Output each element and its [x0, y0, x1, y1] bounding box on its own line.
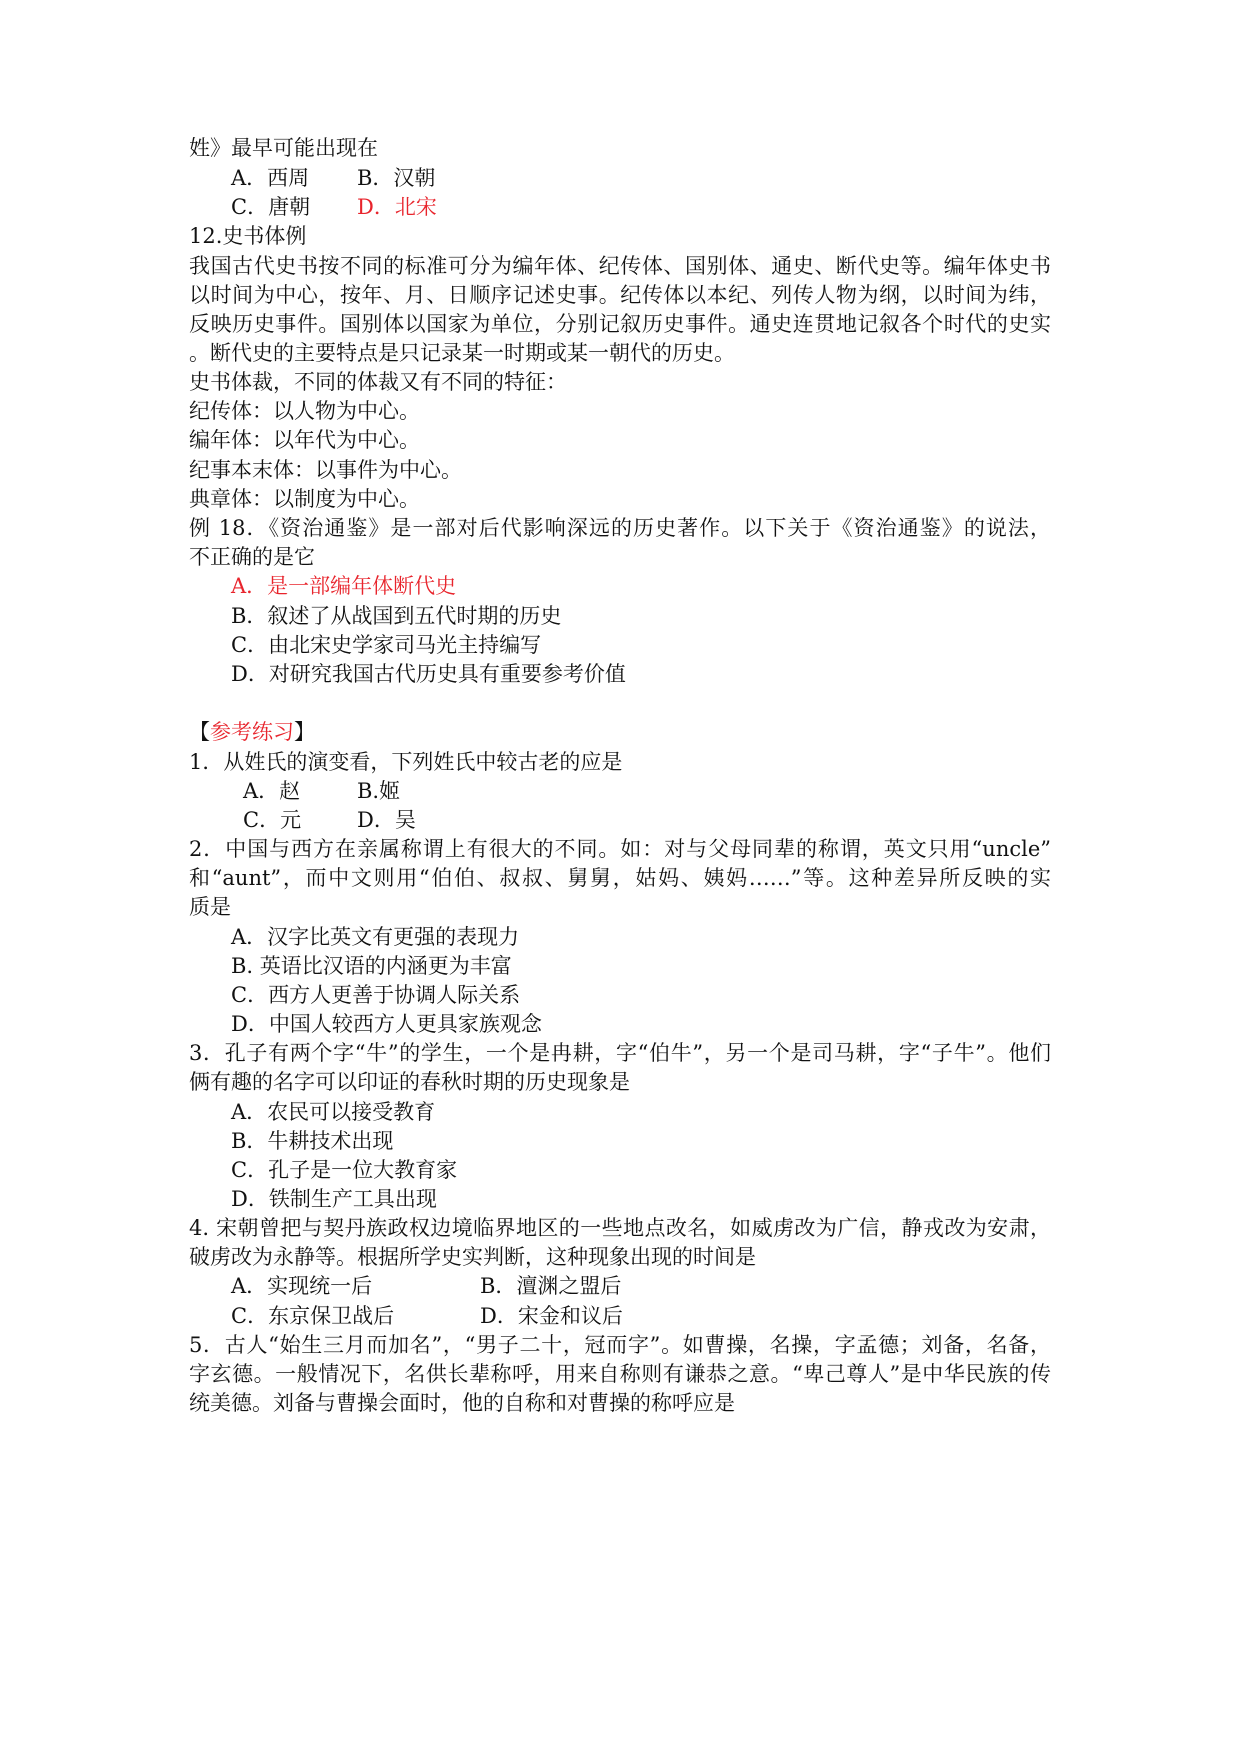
q1-options-row1: [243, 778, 401, 804]
q4-options-row2: [231, 1303, 623, 1329]
q11-option-a: A．西周: [231, 166, 310, 190]
example-18-stem-line-2: 不正确的是它: [189, 545, 315, 569]
q1-option-a: A．赵: [243, 779, 301, 803]
q3-option-a: A．农民可以接受教育: [231, 1100, 436, 1124]
q5-stem-line-3: 统美德。刘备与曹操会面时，他的自称和对曹操的称呼应是: [189, 1391, 735, 1415]
genre-intro: 史书体裁，不同的体裁又有不同的特征：: [189, 370, 567, 394]
q11-option-c: C．唐朝: [231, 195, 311, 219]
q5-stem-line-1: 5．古人“始生三月而加名”，“男子二十，冠而字”。如曹操，名操，字孟德；刘备，名备，: [189, 1333, 1051, 1357]
q2-option-b: B. 英语比汉语的内涵更为丰富: [231, 954, 512, 978]
q3-option-c: C．孔子是一位大教育家: [231, 1158, 458, 1182]
practice-title: 参考练习: [210, 720, 294, 744]
q4-option-b: B．澶渊之盟后: [480, 1274, 622, 1298]
q2-stem-line-3: 质是: [189, 895, 231, 919]
q1-options-row2: [243, 807, 416, 833]
q4-stem-line-1: 4. 宋朝曾把与契丹族政权边境临界地区的一些地点改名，如威虏改为广信，静戎改为安肃，: [189, 1216, 1051, 1240]
q2-stem-line-2: 和“aunt”，而中文则用“伯伯、叔叔、舅舅，姑妈、姨妈……”等。这种差异所反映的实: [189, 866, 1051, 890]
q4-option-c: C．东京保卫战后: [231, 1304, 395, 1328]
section-12-para-line-4: 。断代史的主要特点是只记录某一时期或某一朝代的历史。: [189, 341, 735, 365]
q2-stem-line-1: 2．中国与西方在亲属称谓上有很大的不同。如：对与父母同辈的称谓，英文只用“uncle”: [189, 837, 1051, 861]
example-18-option-d: D．对研究我国古代历史具有重要参考价值: [231, 662, 626, 686]
example-18-stem-line-1: 例 18．《资治通鉴》是一部对后代影响深远的历史著作。以下关于《资治通鉴》的说法，: [189, 516, 1051, 540]
q11-option-b: B．汉朝: [357, 166, 436, 190]
q1-option-c: C．元: [243, 808, 302, 832]
q3-stem-line-1: 3．孔子有两个字“牛”的学生，一个是冉耕，字“伯牛”，另一个是司马耕，字“子牛”。他们: [189, 1041, 1051, 1065]
example-18-option-a-answer: A．是一部编年体断代史: [231, 574, 457, 598]
bracket-open: 【: [189, 720, 210, 744]
genre-item: 纪事本末体：以事件为中心。: [189, 458, 462, 482]
section-12-para-line-2: 以时间为中心，按年、月、日顺序记述史事。纪传体以本纪、列传人物为纲，以时间为纬，: [189, 283, 1051, 307]
q1-option-d: D．吴: [357, 808, 416, 832]
q3-stem-line-2: 俩有趣的名字可以印证的春秋时期的历史现象是: [189, 1070, 630, 1094]
q11-stem-tail: 姓》最早可能出现在: [189, 136, 378, 160]
bracket-close: 】: [294, 720, 315, 744]
q11-options-row2: [231, 194, 437, 220]
genre-item: 典章体：以制度为中心。: [189, 487, 420, 511]
q2-option-c: C．西方人更善于协调人际关系: [231, 983, 521, 1007]
section-12-para-line-3: 反映历史事件。国别体以国家为单位，分别记叙历史事件。通史连贯地记叙各个时代的史实: [189, 312, 1051, 336]
section-12-para-line-1: 我国古代史书按不同的标准可分为编年体、纪传体、国别体、通史、断代史等。编年体史书: [189, 254, 1051, 278]
q4-option-d: D．宋金和议后: [480, 1304, 623, 1328]
genre-item: 纪传体：以人物为中心。: [189, 399, 420, 423]
q3-option-d: D．铁制生产工具出现: [231, 1187, 437, 1211]
q2-option-a: A．汉字比英文有更强的表现力: [231, 925, 520, 949]
example-18-option-c: C．由北宋史学家司马光主持编写: [231, 633, 542, 657]
section-12-heading: 12.史书体例: [189, 224, 307, 248]
practice-heading: [189, 719, 315, 745]
example-18-option-b: B．叙述了从战国到五代时期的历史: [231, 604, 562, 628]
q4-option-a: A．实现统一后: [231, 1274, 373, 1298]
q5-stem-line-2: 字玄德。一般情况下，名供长辈称呼，用来自称则有谦恭之意。“卑己尊人”是中华民族的传: [189, 1362, 1051, 1386]
q11-option-d-answer: D．北宋: [357, 195, 437, 219]
q3-option-b: B．牛耕技术出现: [231, 1129, 394, 1153]
q1-option-b: B.姬: [357, 779, 401, 803]
q2-option-d: D．中国人较西方人更具家族观念: [231, 1012, 542, 1036]
q1-stem: 1．从姓氏的演变看，下列姓氏中较古老的应是: [189, 750, 623, 774]
genre-item: 编年体：以年代为中心。: [189, 428, 420, 452]
q4-stem-line-2: 破虏改为永静等。根据所学史实判断，这种现象出现的时间是: [189, 1245, 756, 1269]
q11-options-row1: [231, 165, 436, 191]
q4-options-row1: [231, 1273, 622, 1299]
